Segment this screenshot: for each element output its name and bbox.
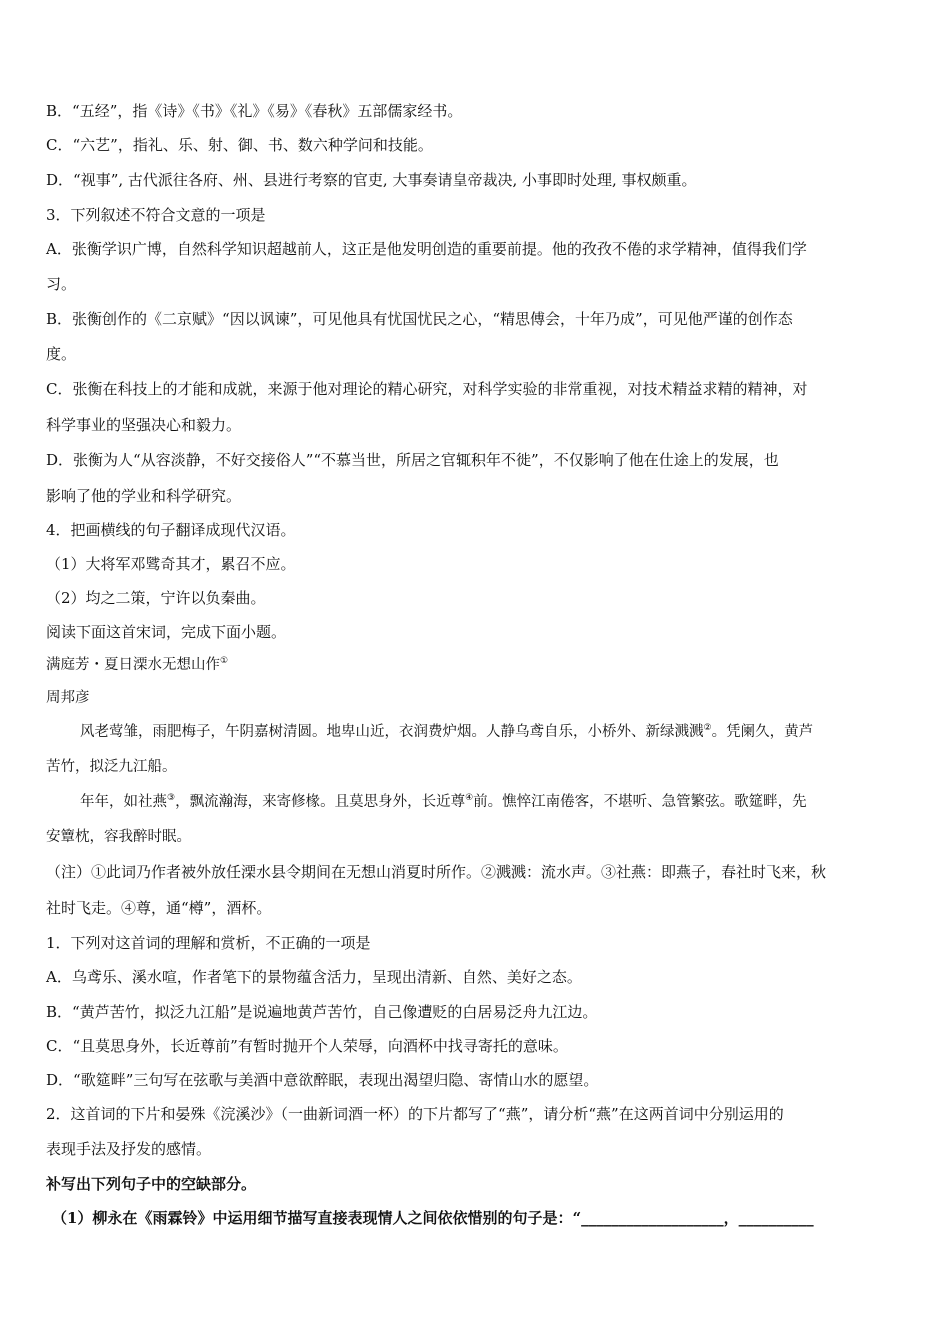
q3-option-a: A．张衡学识广博，自然科学知识超越前人，这正是他发明创造的重要前提。他的孜孜不倦的求学精神，值得我们学 — [46, 240, 807, 258]
reading-instruction: 阅读下面这首宋词，完成下面小题。 — [46, 623, 287, 641]
poem-stanza-1: 风老莺雏，雨肥梅子，午阴嘉树清圆。地卑山近，衣润费炉烟。人静乌鸢自乐，小桥外、新绿溅溅②。凭阑久，黄芦 — [80, 723, 814, 740]
option-d-shishi: D．“视事”, 古代派往各府、州、县进行考察的官吏, 大事奏请皇帝裁决, 小事即时处理, 事权颇重。 — [46, 171, 697, 189]
poem-q1-option-c: C．“且莫思身外，长近尊前”有暂时抛开个人荣辱，向酒杯中找寻寄托的意味。 — [46, 1037, 568, 1055]
option-c-liuyi: C．“六艺”，指礼、乐、射、御、书、数六种学问和技能。 — [46, 136, 433, 154]
q3-option-c: C．张衡在科技上的才能和成就，来源于他对理论的精心研究，对科学实验的非常重视，对技术精益求精的精神，对 — [46, 380, 808, 398]
poem-notes-cont: 社时飞走。④尊，通“樽”，酒杯。 — [46, 899, 272, 917]
question-4-stem: 4．把画横线的句子翻译成现代汉语。 — [46, 521, 296, 539]
poem-q1-option-a: A．乌鸢乐、溪水喧，作者笔下的景物蕴含活力，呈现出清新、自然、美好之态。 — [46, 968, 582, 986]
fill-blank-question-1: （1）柳永在《雨霖铃》中运用细节描写直接表现情人之间依依惜别的句子是：“___________________，__________ — [52, 1209, 814, 1227]
poem-q1-option-b: B．“黄芦苦竹，拟泛九江船”是说遍地黄芦苦竹，自己像遭贬的白居易泛舟九江边。 — [46, 1003, 598, 1021]
q3-option-c-cont: 科学事业的坚强决心和毅力。 — [46, 416, 242, 434]
poem-notes: （注）①此词乃作者被外放任溧水县令期间在无想山消夏时所作。②溅溅：流水声。③社燕：即燕子，春社时飞来，秋 — [46, 863, 827, 881]
question-3-stem: 3．下列叙述不符合文意的一项是 — [46, 206, 266, 224]
poem-q1-option-d: D．“歌筵畔”三句写在弦歌与美酒中意欲醉眠，表现出渴望归隐、寄情山水的愿望。 — [46, 1071, 599, 1089]
option-b-wujing: B．“五经”，指《诗》《书》《礼》《易》《春秋》五部儒家经书。 — [46, 102, 463, 120]
q3-option-d-cont: 影响了他的学业和科学研究。 — [46, 487, 242, 505]
poem-question-2: 2．这首词的下片和晏殊《浣溪沙》（一曲新词酒一杯）的下片都写了“燕”，请分析“燕”在这两首词中分别运用的 — [46, 1105, 784, 1123]
q3-option-a-cont: 习。 — [46, 275, 77, 293]
poem-title: 满庭芳・夏日溧水无想山作① — [46, 656, 229, 673]
q4-sentence-1: （1）大将军邓骘奇其才，累召不应。 — [46, 555, 296, 573]
poem-question-2-cont: 表现手法及抒发的感情。 — [46, 1140, 212, 1158]
poem-author: 周邦彦 — [46, 690, 90, 706]
fill-blank-heading: 补写出下列句子中的空缺部分。 — [46, 1175, 257, 1193]
q3-option-d: D．张衡为人“从容淡静，不好交接俗人”“不慕当世，所居之官辄积年不徙”，不仅影响了他在仕途上的发展，也 — [46, 451, 779, 469]
poem-stanza-2: 年年，如社燕③，飘流瀚海，来寄修椽。且莫思身外，长近尊④前。憔悴江南倦客，不堪听、急管繁弦。歌筵畔，先 — [80, 793, 807, 810]
poem-stanza-2-cont: 安簟枕，容我醉时眠。 — [46, 829, 191, 845]
poem-stanza-1-cont: 苦竹，拟泛九江船。 — [46, 759, 177, 775]
q3-option-b-cont: 度。 — [46, 345, 77, 363]
q3-option-b: B．张衡创作的《二京赋》“因以讽谏”，可见他具有忧国忧民之心，“精思傅会，十年乃成”，可见他严谨的创作态 — [46, 310, 793, 328]
q4-sentence-2: （2）均之二策，宁许以负秦曲。 — [46, 589, 266, 607]
poem-question-1-stem: 1．下列对这首词的理解和赏析，不正确的一项是 — [46, 934, 371, 952]
